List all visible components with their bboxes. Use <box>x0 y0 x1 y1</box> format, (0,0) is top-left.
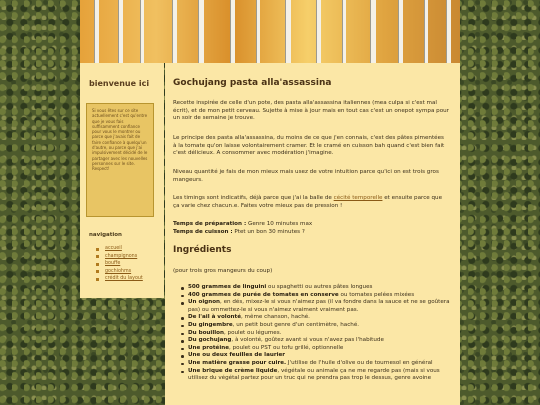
ingredients-heading: Ingrédients <box>173 245 232 255</box>
timings-text-end: et ensuite parce que ça varie chez chacun.e. Faites votre mieux pas de pression ! <box>173 195 443 209</box>
prep-time-value: Genre 10 minutes max <box>246 221 313 227</box>
ingredient-item <box>177 368 452 383</box>
cook-time-label: Temps de cuisson : <box>173 228 233 235</box>
ingredient-item <box>177 284 452 292</box>
timings-text-start: Les timings sont indicatifs, déjà parce que j'ai la balle de <box>173 195 334 201</box>
ingredient-item <box>177 299 452 314</box>
ingredient-name: 500 grammes de linguini <box>188 284 267 290</box>
welcome-notice: Si vous êtes sur ce site actuellement c'est qu'entre que je vous fais suffisamment confiance pour vous le montrer ou parce que j'avais fait de faire confiance à quelqu'un d'autre, ou parce que j'ai impulsivement décidé de le partager avec les nouvelles personnes sur le site. Respect! <box>86 103 154 217</box>
ingredient-name: Une protéine <box>188 344 230 351</box>
recipe-title: Gochujang pasta alla'assassina <box>173 78 332 88</box>
ingredient-detail: , végétale ou animale ça ne me regarde pas (mais si vous utilisez du végétal partez pour un truc qui ne prendra pas trop le dessus, genre avoine <box>188 367 440 382</box>
ingredient-name: Du gingembre <box>188 321 233 328</box>
ingredient-item <box>177 360 452 368</box>
sidebar-heading: bienvenue ici <box>89 79 150 88</box>
nav-link-layout-credit[interactable]: crédit du layout <box>96 275 143 283</box>
ingredient-item <box>177 322 452 330</box>
ingredient-detail: ou spaghetti ou autres pâtes longues <box>266 284 373 290</box>
ingredients-list <box>177 284 452 383</box>
quantity-paragraph: Niveau quantité je fais de mon mieux mais usez de votre intuition parce qu'ici on est trois gros mangeurs. <box>173 169 439 183</box>
nav-link-bouffe[interactable]: bouffe <box>96 260 143 268</box>
nav-link-champignons[interactable]: champignons <box>96 253 143 261</box>
ingredient-name: Une ou deux feuilles de laurier <box>188 352 286 359</box>
nav-list <box>96 245 143 283</box>
ingredient-detail: , même chanson, haché. <box>241 314 310 321</box>
nav-link-accueil[interactable]: accueil <box>96 245 143 253</box>
header-banner <box>80 0 460 63</box>
temporal-blindness-link[interactable]: cécité temporelle <box>333 195 383 201</box>
ingredient-detail: ou tomates pelées mixées <box>338 291 415 298</box>
ingredient-item <box>177 314 452 322</box>
nav-link-gochiohms[interactable]: gochiohms <box>96 268 143 276</box>
sidebar <box>80 63 164 298</box>
prep-time-label: Temps de préparation : <box>173 221 247 227</box>
ingredient-detail: J'utilise de l'huile d'olive ou de tournesol en général <box>286 359 433 366</box>
ingredient-item <box>177 352 452 360</box>
time-info <box>173 221 449 236</box>
cook-time-value: Ptet un bon 30 minutes ? <box>232 228 305 235</box>
ingredient-name: Du gochujang <box>188 337 232 344</box>
timings-paragraph <box>173 195 449 210</box>
ingredient-item <box>177 345 452 353</box>
principle-paragraph: Le principe des pasta alla'assassina, du moins de ce que j'en connais, c'est des pâtes pimentées à la tomate qu'on laisse volontairement cramer. Et le cramé en cuisson bah quand c'est bien fait c'est délicieux. A consommer avec modération j'imagine. <box>173 135 445 157</box>
ingredient-detail: , poulet ou PST ou tofu grillé, optionnelle <box>229 344 344 351</box>
nav-title: navigation <box>89 232 122 238</box>
intro-paragraph: Recette inspirée de celle d'un pote, des pasta alla'assassina italiennes (mea culpa si c'est mal écrit), et de mon petit cerveau. Sujette à mise à jour mais en tout cas c'est un onepot sympa pour un soir de semaine je trouve. <box>173 100 449 122</box>
ingredient-detail: , en dés, mixez-le si vous n'aimez pas (il va fondre dans la sauce et ne se goûtera pas) ou ommettez-le si vous n'aimez vraiment vraiment pas. <box>188 299 450 313</box>
ingredient-name: Une brique de crème liquide <box>188 367 278 374</box>
ingredient-item <box>177 337 452 345</box>
ingredient-name: Un oignon <box>188 299 221 306</box>
servings-note: (pour trois gros mangeurs du coup) <box>173 268 273 274</box>
ingredient-detail: , poulet ou légumes. <box>223 329 282 336</box>
ingredient-name: De l'ail à volonté <box>188 314 241 321</box>
ingredient-detail: , un petit bout genre d'un centimètre, haché. <box>232 321 360 328</box>
ingredient-detail: , à volonté, goûtez avant si vous n'avez pas l'habitude <box>231 337 384 344</box>
ingredient-name: Du bouillon <box>188 329 224 336</box>
ingredient-name: Une matière grasse pour cuire. <box>188 359 287 366</box>
ingredient-name: 400 grammes de purée de tomates en conserve <box>188 291 339 298</box>
main-content <box>165 63 460 405</box>
